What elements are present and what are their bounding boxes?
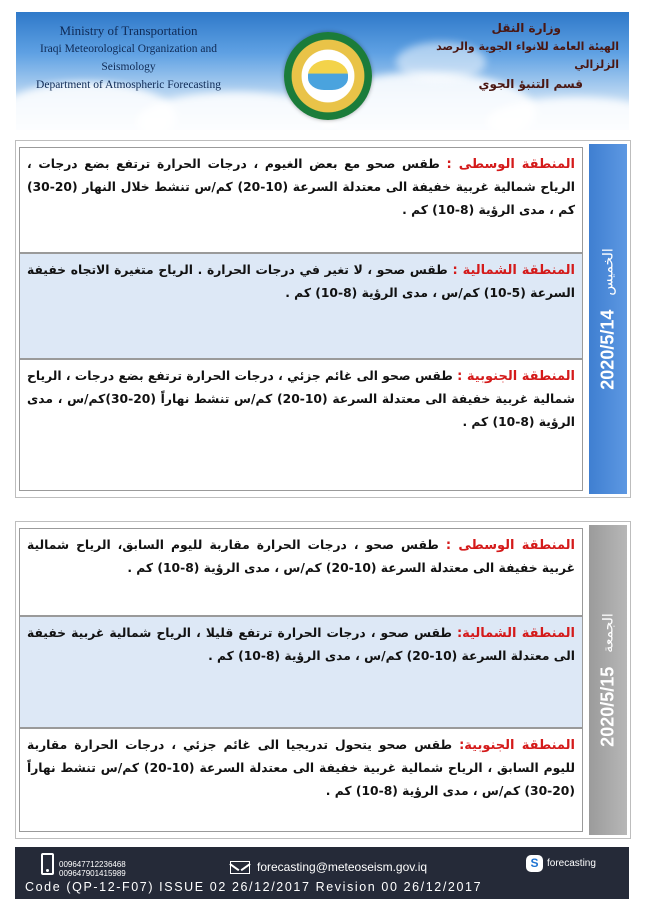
forecast-weekday: الجمعة [600, 613, 616, 653]
region-label: المنطقة الجنوبية: [459, 738, 575, 753]
organization-name-ar: الهيئة العامة للانواء الجوية والرصد الزلزالي [436, 40, 619, 71]
phone-number-2: 009647901415989 [59, 869, 126, 878]
department-name: Department of Atmospheric Forecasting [36, 79, 221, 91]
organization-logo-icon [284, 32, 372, 120]
region-label: المنطقة الشمالية: [456, 626, 575, 641]
forecast-weekday: الخميس [600, 248, 616, 296]
region-south-day1 [19, 359, 583, 491]
region-forecast: طقس صحو يتحول تدريجيا الى غائم جزئي ، درجات الحرارة مقاربة لليوم السابق ، الرياح شمالية غربية خفيفة الى معتدلة السرعة (10-20) كم/س تنشط نهاراً (20-30) كم/س ، مدى الرؤية (8-10) كم . [27, 738, 575, 798]
region-north-day1 [19, 253, 583, 359]
department-name-ar: قسم التنبؤ الجوي [478, 77, 583, 91]
region-label: المنطقة الوسطى : [445, 538, 575, 553]
region-north-day2 [19, 616, 583, 728]
ministry-name: Ministry of Transportation [59, 23, 198, 38]
ministry-arabic-title [409, 18, 619, 94]
ministry-english-title [16, 22, 241, 94]
organization-name: Iraqi Meteorological Organization and Seismology [39, 43, 217, 73]
region-label: المنطقة الجنوبية : [457, 369, 575, 384]
region-forecast: طقس صحو الى غائم جزئي ، درجات الحرارة ترتفع بضع درجات ، الرياح شمالية غربية خفيفة الى معتدلة السرعة (10-20) كم/س تنشط نهاراً (20-30)كم/س ، مدى الرؤية (8-10) كم . [27, 369, 575, 429]
region-central-day1 [19, 147, 583, 253]
date-sidebar-day2 [589, 525, 627, 835]
region-central-day2 [19, 528, 583, 616]
phone-number-1: 009647712236468 [59, 860, 126, 869]
region-south-day2 [19, 728, 583, 832]
document-code: Code (QP-12-F07) ISSUE 02 26/12/2017 Revision 00 26/12/2017 [25, 880, 483, 894]
region-label: المنطقة الشمالية : [452, 263, 576, 278]
region-forecast: طقس صحو ، درجات الحرارة مقاربة لليوم السابق، الرياح شمالية غربية خفيفة الى معتدلة السرعة (10-20) كم/س ، مدى الرؤية (8-10) كم . [27, 538, 575, 575]
envelope-icon [230, 861, 250, 874]
forecast-date: 2020/5/14 [597, 309, 618, 390]
phone-numbers [59, 860, 126, 878]
forecast-day-2 [15, 521, 631, 839]
skype-handle[interactable]: forecasting [547, 858, 596, 869]
email-link[interactable]: forecasting@meteoseism.gov.iq [257, 860, 428, 874]
contact-footer [15, 847, 629, 899]
ministry-name-ar: وزارة النقل [491, 21, 561, 35]
skype-icon: S [526, 855, 543, 872]
header-banner [16, 12, 629, 130]
region-forecast: طقس صحو ، لا تغير في درجات الحرارة . الرياح متغيرة الاتجاه خفيفة السرعة (5-10) كم/س ، مدى الرؤية (8-10) كم . [27, 263, 575, 300]
region-forecast: طقس صحو ، درجات الحرارة ترتفع قليلا ، الرياح شمالية غربية خفيفة الى معتدلة السرعة (10-20) كم/س ، مدى الرؤية (8-10) كم . [27, 626, 575, 663]
region-forecast: طقس صحو مع بعض الغيوم ، درجات الحرارة ترتفع بضع درجات ، الرياح شمالية غربية خفيفة الى معتدلة السرعة (10-20) كم/س تنشط خلال النهار (20-30) كم ، مدى الرؤية (8-10) كم . [27, 157, 575, 217]
region-label: المنطقة الوسطى : [446, 157, 575, 172]
mobile-phone-icon [41, 853, 54, 875]
forecast-date: 2020/5/15 [597, 666, 618, 747]
forecast-day-1 [15, 140, 631, 498]
date-sidebar-day1 [589, 144, 627, 494]
